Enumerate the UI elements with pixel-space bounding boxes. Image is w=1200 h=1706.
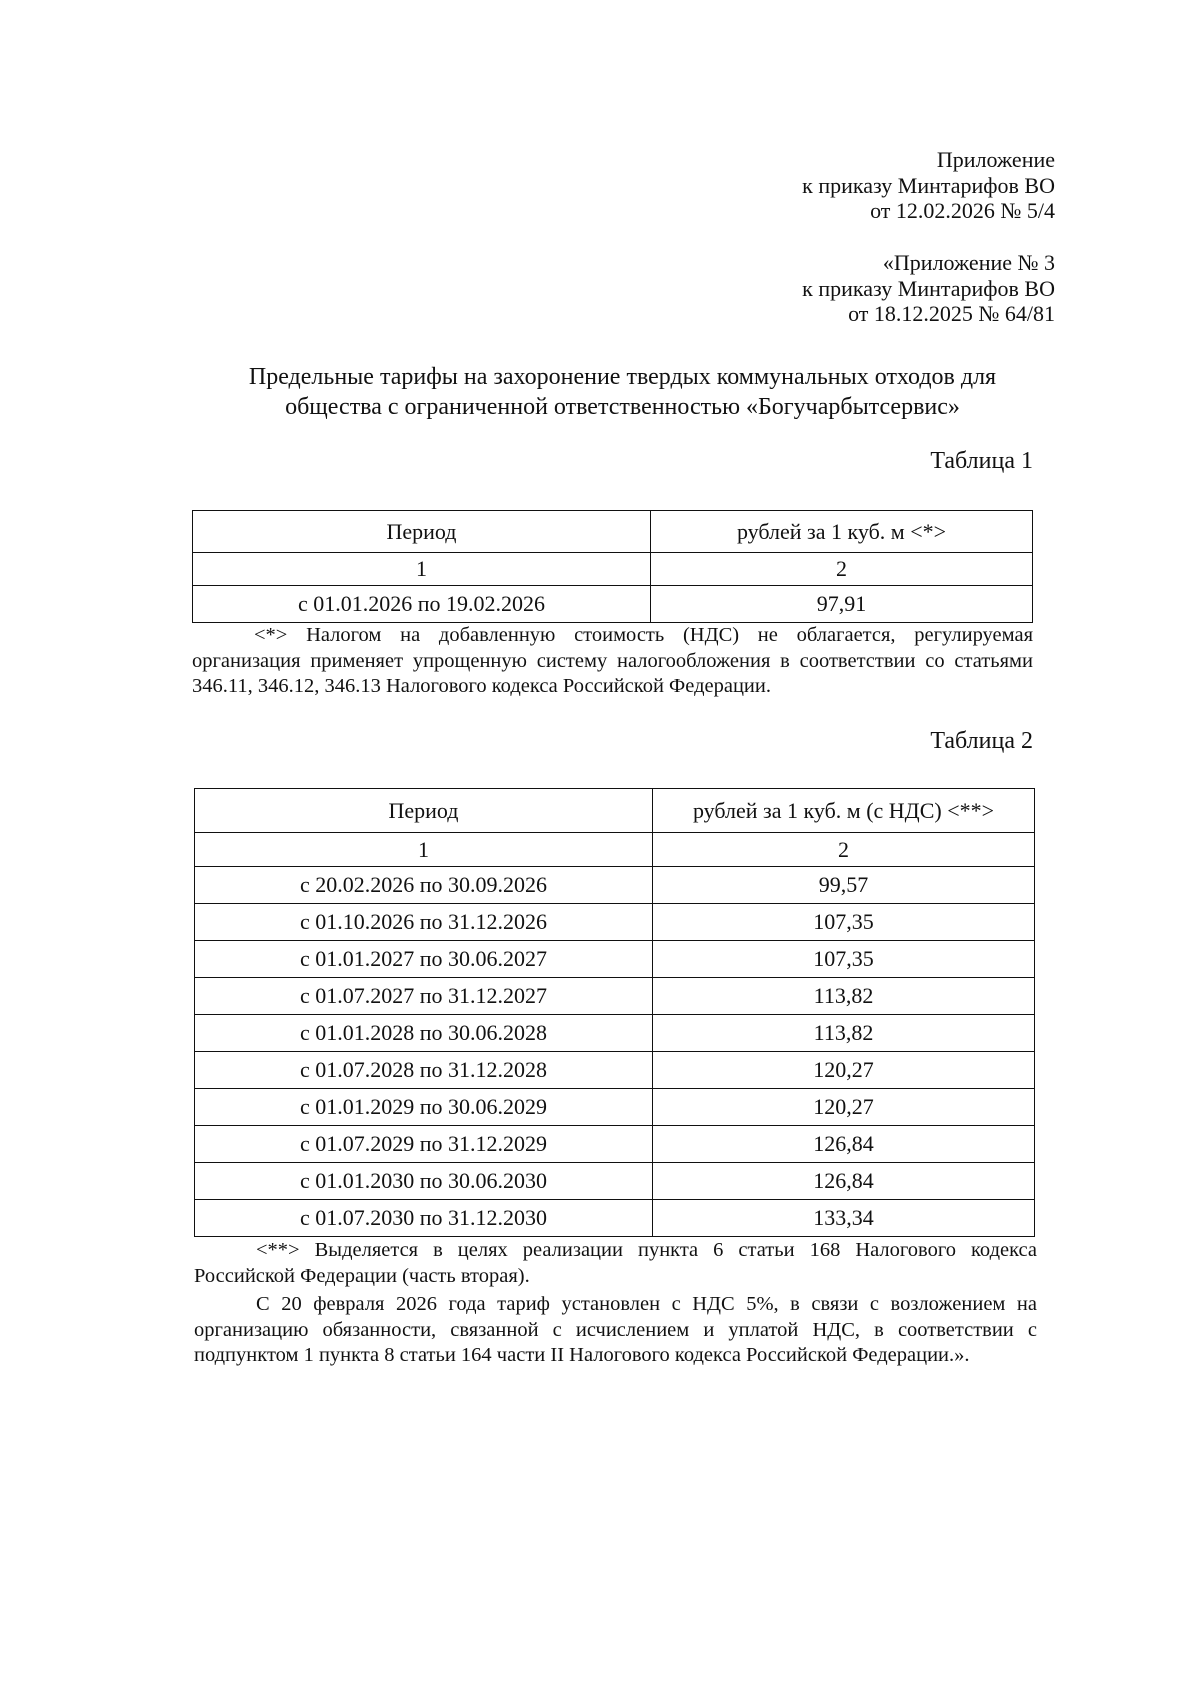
price-cell: 120,27 [653, 1052, 1035, 1089]
price-cell: 97,91 [651, 586, 1033, 623]
price-cell: 99,57 [653, 867, 1035, 904]
table-row [195, 1052, 1035, 1089]
header-price: рублей за 1 куб. м <*> [651, 511, 1033, 553]
period-cell: с 01.07.2030 по 31.12.2030 [195, 1200, 653, 1237]
appendix-header [802, 147, 1055, 224]
period-cell: с 01.01.2027 по 30.06.2027 [195, 941, 653, 978]
period-cell: с 20.02.2026 по 30.09.2026 [195, 867, 653, 904]
table1-footnote [192, 623, 1033, 700]
table-row [195, 978, 1035, 1015]
table-row [193, 586, 1033, 623]
period-cell: с 01.01.2026 по 19.02.2026 [193, 586, 651, 623]
table-row [195, 904, 1035, 941]
table-row [195, 1089, 1035, 1126]
table-row [195, 1126, 1035, 1163]
table2 [194, 788, 1035, 1237]
period-cell: с 01.07.2028 по 31.12.2028 [195, 1052, 653, 1089]
table1-label: Таблица 1 [930, 448, 1033, 474]
table2-notes [194, 1238, 1037, 1369]
table-row [195, 941, 1035, 978]
header-period: Период [195, 789, 653, 833]
price-cell: 113,82 [653, 1015, 1035, 1052]
column-number: 2 [651, 553, 1033, 586]
footnote-text: <*> Налогом на добавленную стоимость (НДС) не облагается, регулируемая организация применяет упрощенную систему налогообложения в соответствии со статьями 346.11, 346.12, 346.13 Налогового кодекса Российской Федерации. [192, 624, 1033, 697]
period-cell: с 01.01.2028 по 30.06.2028 [195, 1015, 653, 1052]
period-cell: с 01.07.2029 по 31.12.2029 [195, 1126, 653, 1163]
appendix-line: Приложение [936, 147, 1055, 172]
column-number: 1 [193, 553, 651, 586]
title-line: общества с ограниченной ответственностью «Богучарбытсервис» [285, 394, 960, 420]
vat-note: С 20 февраля 2026 года тариф установлен с НДС 5%, в связи с возложением на организацию обязанности, связанной с исчислением и уплатой НДС, в соответствии с подпунктом 1 пункта 8 статьи 164 части II Налогового кодекса Российской Федерации.». [194, 1293, 1037, 1366]
table-row [195, 1015, 1035, 1052]
price-cell: 120,27 [653, 1089, 1035, 1126]
header-price: рублей за 1 куб. м (с НДС) <**> [653, 789, 1035, 833]
column-number: 1 [195, 833, 653, 867]
table-row [195, 1200, 1035, 1237]
period-cell: с 01.07.2027 по 31.12.2027 [195, 978, 653, 1015]
appendix-line: от 12.02.2026 № 5/4 [870, 198, 1055, 223]
table2-label: Таблица 2 [930, 728, 1033, 754]
price-cell: 107,35 [653, 941, 1035, 978]
footnote-text: <**> Выделяется в целях реализации пункта 6 статьи 168 Налогового кодекса Российской Федерации (часть вторая). [194, 1239, 1037, 1287]
table-row [195, 1163, 1035, 1200]
column-number: 2 [653, 833, 1035, 867]
price-cell: 126,84 [653, 1126, 1035, 1163]
title-line: Предельные тарифы на захоронение твердых коммунальных отходов для [248, 364, 997, 390]
price-cell: 113,82 [653, 978, 1035, 1015]
original-appendix-header [802, 250, 1055, 327]
appendix-line: от 18.12.2025 № 64/81 [848, 301, 1055, 326]
price-cell: 126,84 [653, 1163, 1035, 1200]
period-cell: с 01.10.2026 по 31.12.2026 [195, 904, 653, 941]
period-cell: с 01.01.2029 по 30.06.2029 [195, 1089, 653, 1126]
table-row [195, 867, 1035, 904]
document-title [150, 362, 1095, 422]
price-cell: 107,35 [653, 904, 1035, 941]
period-cell: с 01.01.2030 по 30.06.2030 [195, 1163, 653, 1200]
header-period: Период [193, 511, 651, 553]
appendix-line: к приказу Минтарифов ВО [802, 275, 1055, 301]
price-cell: 133,34 [653, 1200, 1035, 1237]
appendix-line: «Приложение № 3 [882, 250, 1055, 275]
table1 [192, 510, 1033, 623]
appendix-line: к приказу Минтарифов ВО [802, 172, 1055, 198]
